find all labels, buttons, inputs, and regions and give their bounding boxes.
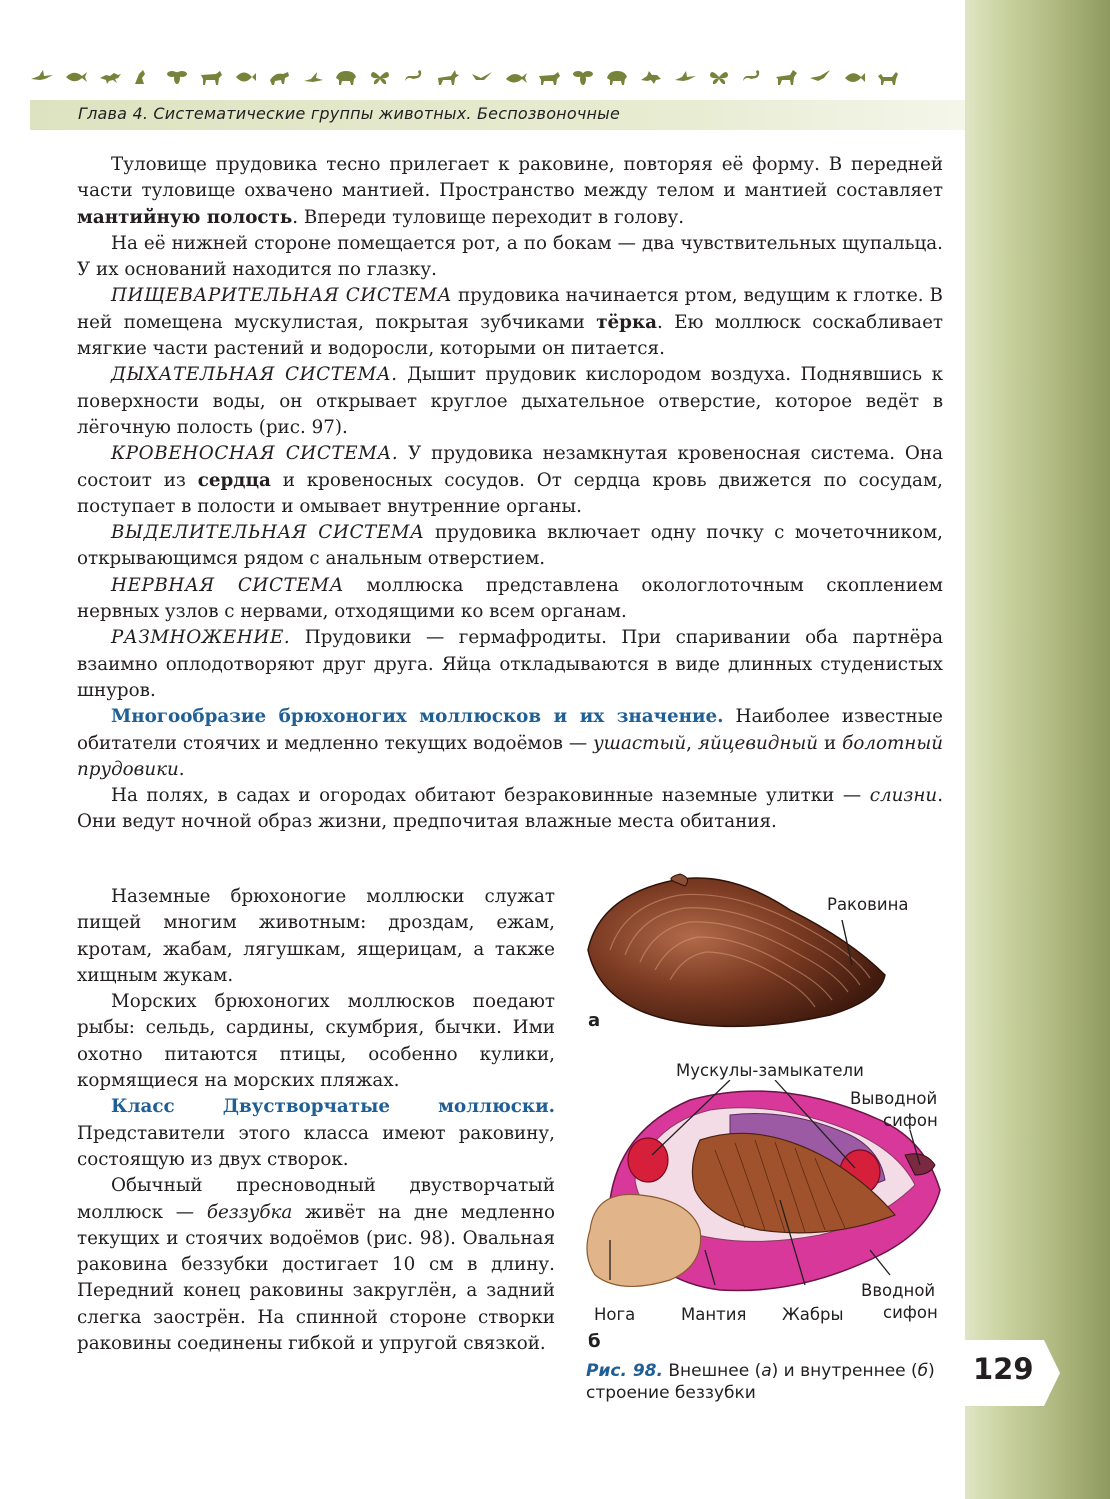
text-run: прудовика включает одну почку с мочеточником, открывающимся рядом с анальным отверстием. xyxy=(77,522,943,570)
text-run: . xyxy=(178,758,185,780)
fish-icon xyxy=(233,66,257,88)
caption-italic: а xyxy=(761,1361,772,1381)
paragraph: Морских брюхоногих моллюсков поедают рыбы: сельдь, сардины, скумбрия, бычки. Ими охотно питаются птицы, особенно кулики, кормящиеся на морских пляжах. xyxy=(77,991,555,1092)
deer-icon xyxy=(436,66,460,88)
bison-icon xyxy=(334,66,358,88)
section-term: ДЫХАТЕЛЬНАЯ СИСТЕМА. xyxy=(111,364,398,386)
text-run: . Они ведут ночной образ жизни, предпочитая влажные места обитания. xyxy=(77,785,943,833)
paragraph xyxy=(77,441,943,520)
butterfly-icon xyxy=(368,66,392,88)
bird-icon xyxy=(301,66,325,88)
text-run: Прудовики — гермафродиты. При спаривании оба партнёра взаимно оплодотворяют друг друга. Яйца откладываются в виде длинных студенистых шнуров. xyxy=(77,627,943,701)
bird-icon xyxy=(30,66,54,88)
text-run: живёт на дне медленно текущих и стоячих водоёмов (рис. 98). Овальная раковина беззубки достигает 10 см в длину. Передний конец раковины закруглён, а задний слегка заострён. На спинной стороне створки раковины соединены гибкой и упругой связкой. xyxy=(77,1201,556,1355)
scorpion-icon xyxy=(740,66,764,88)
cattle-icon xyxy=(537,66,561,88)
chapter-title: Глава 4. Систематические группы животных. Беспозвоночные xyxy=(78,104,621,123)
paragraph xyxy=(77,283,943,362)
paragraph xyxy=(77,783,943,836)
text-run: и xyxy=(818,732,843,754)
figure-caption xyxy=(586,1360,956,1404)
section-term: ПИЩЕВАРИТЕЛЬНАЯ СИСТЕМА xyxy=(111,285,453,307)
fly-icon xyxy=(165,66,189,88)
fly-icon xyxy=(571,66,595,88)
section-heading: Многообразие брюхоногих моллюсков и их значение. xyxy=(111,706,724,728)
figure-letter-b: б xyxy=(588,1331,601,1352)
bird-icon xyxy=(808,66,832,88)
paragraph xyxy=(77,625,943,704)
paragraph xyxy=(77,520,943,573)
label-gills: Жабры xyxy=(782,1305,844,1324)
side-text-block xyxy=(77,884,555,1357)
text-run: и кровеносных сосудов. От сердца кровь движется по сосудам, поступает в полости и омывает внутренние органы. xyxy=(77,469,943,517)
paragraph: На её нижней стороне помещается рот, а по бокам — два чувствительных щупальца. У их оснований находится по глазку. xyxy=(77,232,943,281)
paragraph xyxy=(77,1094,555,1173)
lizard-icon xyxy=(98,66,122,88)
section-term: НЕРВНАЯ СИСТЕМА xyxy=(111,574,345,596)
paragraph xyxy=(77,1173,555,1357)
dog-icon xyxy=(876,66,900,88)
scorpion-icon xyxy=(402,66,426,88)
italic-term: слизни xyxy=(869,785,938,807)
text-run: , xyxy=(686,732,698,754)
mammal-icon xyxy=(267,66,291,88)
text-run: Представители этого класса имеют раковину, состоящую из двух створок. xyxy=(77,1122,555,1170)
bold-term: мантийную полость xyxy=(77,206,293,228)
caption-italic: б xyxy=(917,1361,929,1381)
label-mantle: Мантия xyxy=(681,1305,747,1324)
text-run: Дышит прудовик кислородом воздуха. Поднявшись к поверхности воды, он открывает круглое дыхательное отверстие, которое ведёт в лёгочную полость (рис. 97). xyxy=(77,364,944,438)
text-run: Обычный пресноводный двустворчатый моллюск — xyxy=(77,1175,555,1223)
page-edge-band xyxy=(965,0,1110,1499)
fish-icon xyxy=(504,66,528,88)
section-term: КРОВЕНОСНАЯ СИСТЕМА. xyxy=(111,443,399,465)
section-term: РАЗМНОЖЕНИЕ. xyxy=(111,627,291,649)
label-inflow-siphon-line2: сифон xyxy=(883,1303,938,1322)
paragraph xyxy=(77,573,943,626)
bird-icon xyxy=(470,66,494,88)
text-run: На полях, в садах и огородах обитают безраковинные наземные улитки — xyxy=(111,785,870,807)
caption-text: Внешнее ( xyxy=(662,1361,762,1381)
label-outflow-siphon-line1: Выводной xyxy=(850,1089,938,1108)
text-run: . Ею моллюск соскабливает мягкие части растений и водоросли, которыми он питается. xyxy=(77,311,944,360)
text-run: Туловище прудовика тесно прилегает к раковине, повторяя её форму. В передней части туловище охвачено мантией. Пространство между телом и мантией составляет xyxy=(77,154,943,202)
caption-text: ) и внутреннее ( xyxy=(771,1361,918,1381)
paragraph: Наземные брюхоногие моллюски служат пищей многим животным: дроздам, ежам, кротам, жабам, лягушкам, ящерицам, а также хищным жукам. xyxy=(77,886,555,986)
italic-term: ушастый xyxy=(593,732,687,754)
paragraph xyxy=(77,362,943,441)
label-outflow-siphon-line2: сифон xyxy=(883,1111,938,1130)
figure-letter-a: а xyxy=(588,1010,601,1031)
paragraph xyxy=(77,152,943,231)
lizard-icon xyxy=(639,66,663,88)
label-foot: Нога xyxy=(594,1305,636,1324)
label-inflow-siphon-line1: Вводной xyxy=(861,1281,936,1300)
section-term: ВЫДЕЛИТЕЛЬНАЯ СИСТЕМА xyxy=(111,522,425,544)
text-run: У прудовика незамкнутая кровеносная система. Она состоит из xyxy=(77,443,943,491)
bird-icon xyxy=(131,66,155,88)
text-run: Наиболее известные обитатели стоячих и медленно текущих водоёмов — xyxy=(77,706,943,754)
caption-text: ) строение беззубки xyxy=(586,1361,935,1403)
italic-term: яйцевидный xyxy=(697,732,819,754)
page-number: 129 xyxy=(973,1352,1034,1386)
caption-number: Рис. 98. xyxy=(586,1361,663,1381)
label-adductor-muscles: Мускулы-замыкатели xyxy=(676,1061,864,1080)
text-run: моллюска представлена окологлоточным скоплением нервных узлов с нервами, отходящими ко всем органам. xyxy=(77,574,943,623)
fish-icon xyxy=(842,66,866,88)
text-run: прудовика начинается ртом, ведущим к глотке. В ней помещена мускулистая, покрытая зубчиками xyxy=(77,285,943,333)
paragraph xyxy=(77,704,943,783)
cattle-icon xyxy=(199,66,223,88)
butterfly-icon xyxy=(707,66,731,88)
fish-icon xyxy=(64,66,88,88)
bold-term: тёрка xyxy=(596,311,657,333)
bird-icon xyxy=(673,66,697,88)
animal-silhouette-strip xyxy=(30,62,900,92)
italic-term: беззубка xyxy=(206,1201,293,1223)
italic-term: болотный прудовики xyxy=(77,732,944,780)
bold-term: сердца xyxy=(197,469,271,491)
label-shell: Раковина xyxy=(827,895,909,914)
foot-shape xyxy=(587,1194,701,1286)
section-heading: Класс Двустворчатые моллюски. xyxy=(111,1096,555,1118)
main-text-block xyxy=(77,152,943,836)
bison-icon xyxy=(605,66,629,88)
horse-icon xyxy=(774,66,798,88)
text-run: . Впереди туловище переходит в голову. xyxy=(292,206,685,228)
